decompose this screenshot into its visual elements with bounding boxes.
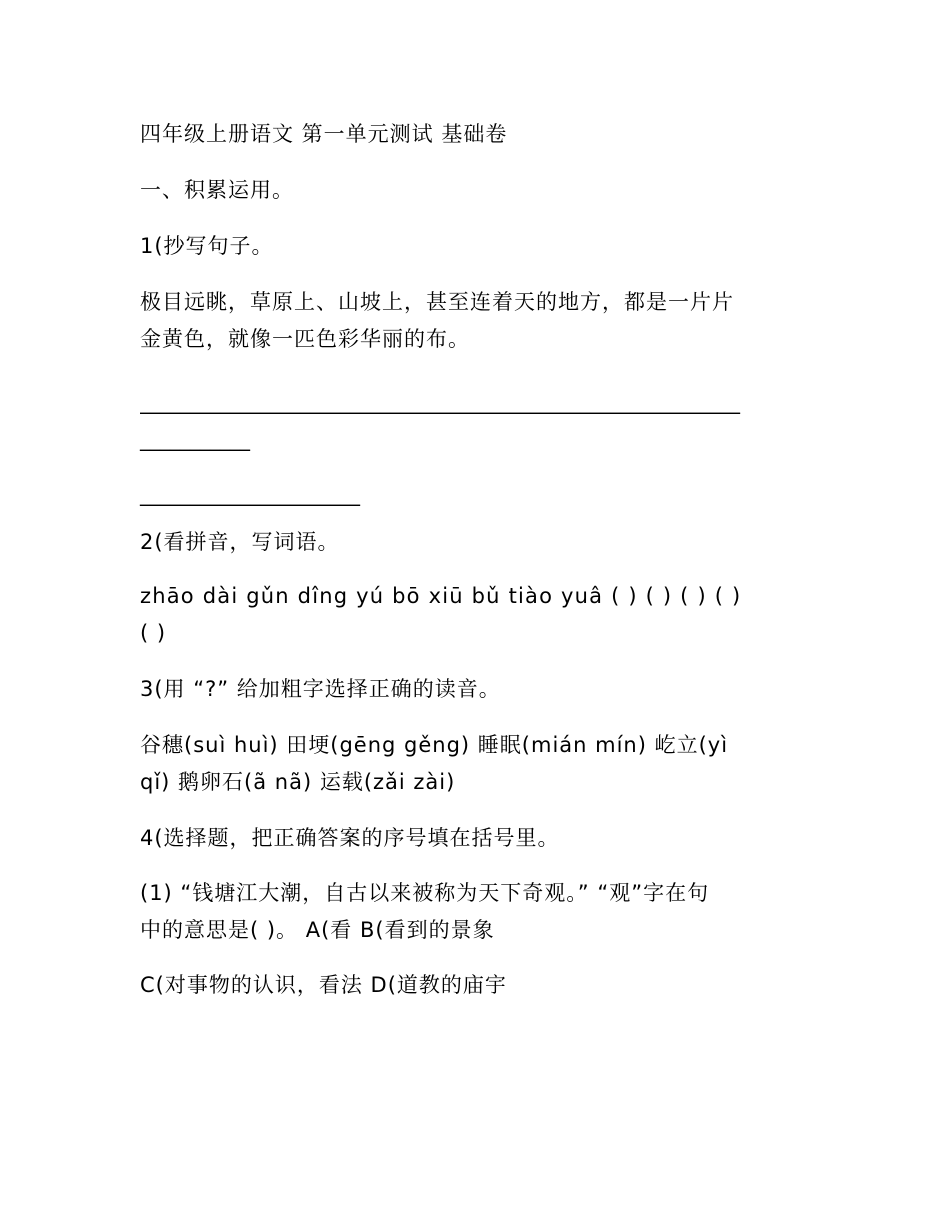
question-2-label: 2(看拼音，写词语。 — [140, 530, 340, 554]
question-1-sentence-line-1: 极目远眺，草原上、山坡上，甚至连着天的地方，都是一片片 — [140, 290, 734, 314]
answer-blank-line-1: ____________________________________________________________ — [140, 390, 740, 414]
answer-blank-line-3: ______________________ — [140, 482, 360, 506]
question-3-line-1: 谷穗(suì huì) 田埂(gēng gěng) 睡眠(mián mín) 屹立(yì — [140, 733, 729, 757]
question-1-sentence-line-2: 金黄色，就像一匹色彩华丽的布。 — [140, 327, 470, 351]
document-title: 四年级上册语文 第一单元测试 基础卷 — [140, 122, 508, 146]
section-heading: 一、积累运用。 — [140, 178, 294, 202]
question-1-label: 1(抄写句子。 — [140, 234, 274, 258]
question-2-pinyin-line-2: ( ) — [140, 621, 167, 645]
question-4-label: 4(选择题，把正确答案的序号填在括号里。 — [140, 826, 560, 850]
question-3-label: 3(用 “?” 给加粗字选择正确的读音。 — [140, 677, 501, 701]
answer-blank-line-2: ___________ — [140, 427, 250, 451]
question-4-sub-1-line-3: C(对事物的认识，看法 D(道教的庙宇 — [140, 973, 507, 997]
question-4-sub-1-line-2: 中的意思是( )。 A(看 B(看到的景象 — [140, 918, 495, 942]
question-4-sub-1-line-1: (1) “钱塘江大潮，自古以来被称为天下奇观。” “观”字在句 — [140, 881, 710, 905]
question-3-line-2: qǐ) 鹅卵石(ã nã) 运载(zǎi zài) — [140, 770, 456, 794]
question-2-pinyin-line-1: zhāo dài gǔn dîng yú bō xiū bǔ tiào yuâ ( ) ( ) ( ) ( ) — [140, 584, 742, 608]
